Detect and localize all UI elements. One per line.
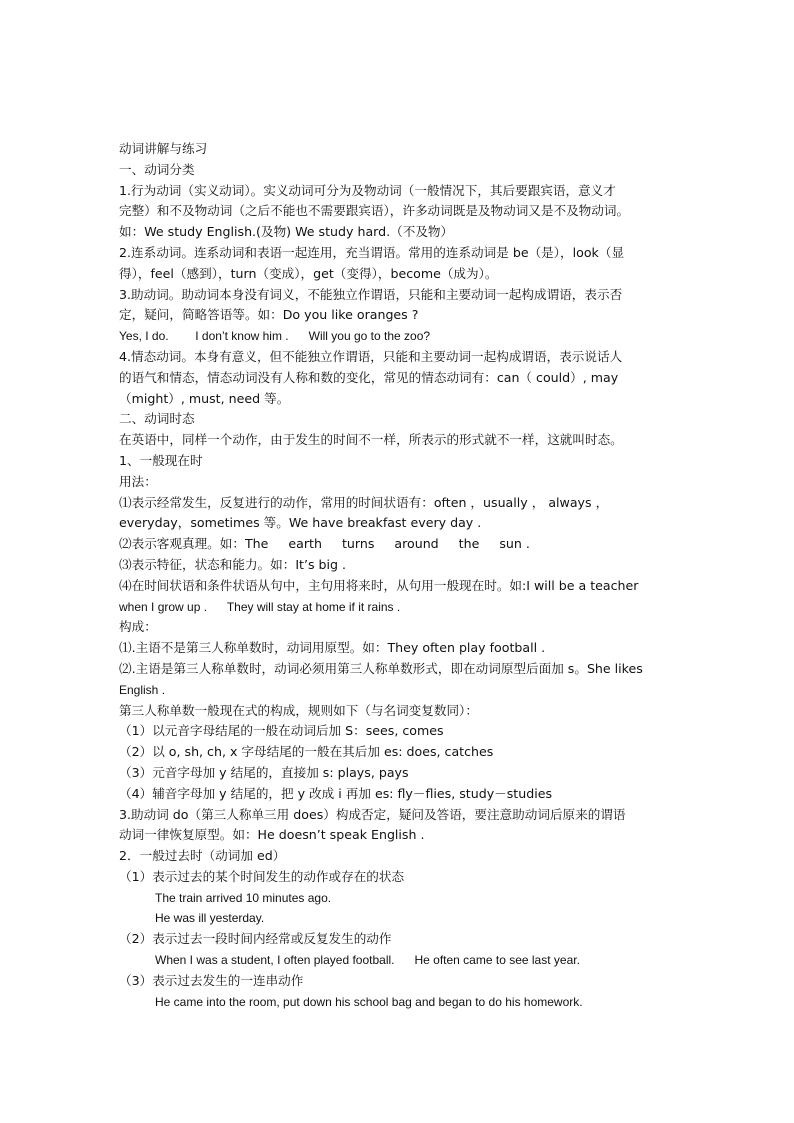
text-line: （might）, must, need 等。 [119,390,290,406]
label-line: 构成： [119,619,157,635]
text-line: 完整）和不及物动词（之后不能也不需要跟宾语），许多动词既是及物动词又是不及物动词。 [119,203,630,219]
text-line: ⑵.主语是第三人称单数时，动词必须用第三人称单数形式，即在动词原型后面加 s。She likes [119,660,643,676]
document-body [119,139,679,1012]
example-line: He was ill yesterday. [155,911,265,926]
text-line: ⑵表示客观真理。如：The earth turns around the sun . [119,536,530,552]
text-line: ⑴表示经常发生，反复进行的动作，常用的时间状语有：often ，usually ， always ， [119,494,609,510]
subsection-heading: 2．一般过去时（动词加 ed） [119,848,286,864]
rule-item: （1）以元音字母结尾的一般在动词后加 S：sees, comes [119,723,444,739]
rule-item: （4）辅音字母加 y 结尾的，把 y 改成 i 再加 es: fly－flies, study－studies [119,785,553,801]
subsection-heading: 1、一般现在时 [119,452,203,468]
rule-item: （2）表示过去一段时间内经常或反复发生的动作 [119,931,392,947]
text-line: 得），feel（感到），turn（变成），get（变得），become（成为）。 [119,265,498,281]
text-line: 在英语中，同样一个动作，由于发生的时间不一样，所表示的形式就不一样，这就叫时态。 [119,432,623,448]
text-line: 2.连系动词。连系动词和表语一起连用，充当谓语。常用的连系动词是 be（是），look（显 [119,244,625,260]
rule-item: （2）以 o, sh, ch, x 字母结尾的一般在其后加 es: does, catches [119,744,494,760]
example-line: Yes, I do. I don’t know him . Will you go to the zoo? [119,329,431,344]
text-line: 动词一律恢复原型。如：He doesn’t speak English . [119,827,425,843]
text-line: 定，疑问，简略答语等。如：Do you like oranges ? [119,307,419,323]
example-line: when I grow up . They will stay at home if it rains . [119,599,401,614]
rule-item: （3）表示过去发生的一连串动作 [119,972,304,988]
example-line: The train arrived 10 minutes ago. [155,890,332,905]
text-line: ⑴.主语不是第三人称单数时，动词用原型。如：They often play football . [119,640,546,656]
text-line: ⑷在时间状语和条件状语从句中，主句用将来时，从句用一般现在时。如:I will be a teacher [119,577,639,593]
text-line: 1.行为动词（实义动词）。实义动词可分为及物动词（一般情况下，其后要跟宾语，意义才 [119,182,616,198]
text-line: 4.情态动词。本身有意义，但不能独立作谓语，只能和主要动词一起构成谓语，表示说话人 [119,348,623,364]
text-line: 3.助动词。助动词本身没有词义，不能独立作谓语，只能和主要动词一起构成谓语，表示否 [119,286,623,302]
text-line: 的语气和情态，情态动词没有人称和数的变化，常见的情态动词有：can（ could）, may [119,369,619,385]
text-line: English . [119,682,166,697]
example-line: He came into the room, put down his school bag and began to do his homework. [155,994,583,1009]
document-title: 动词讲解与练习 [119,141,208,156]
example-line: 如：We study English.(及物) We study hard.（不及物） [119,224,454,240]
text-line: ⑶表示特征，状态和能力。如：It’s big . [119,556,347,572]
example-line: When I was a student, I often played football. He often came to see last year. [155,953,580,968]
rule-item: （3）元音字母加 y 结尾的，直接加 s: plays, pays [119,764,409,780]
text-line: 第三人称单数一般现在式的构成，规则如下（与名词变复数同）： [119,702,478,718]
section-heading: 一、动词分类 [119,161,195,177]
text-line: everyday，sometimes 等。We have breakfast every day . [119,515,482,531]
section-heading: 二、动词时态 [119,411,195,427]
rule-item: （1）表示过去的某个时间发生的动作或存在的状态 [119,868,405,884]
text-line: 3.助动词 do（第三人称单三用 does）构成否定，疑问及答语，要注意助动词后原来的谓语 [119,806,626,822]
label-line: 用法： [119,473,157,489]
